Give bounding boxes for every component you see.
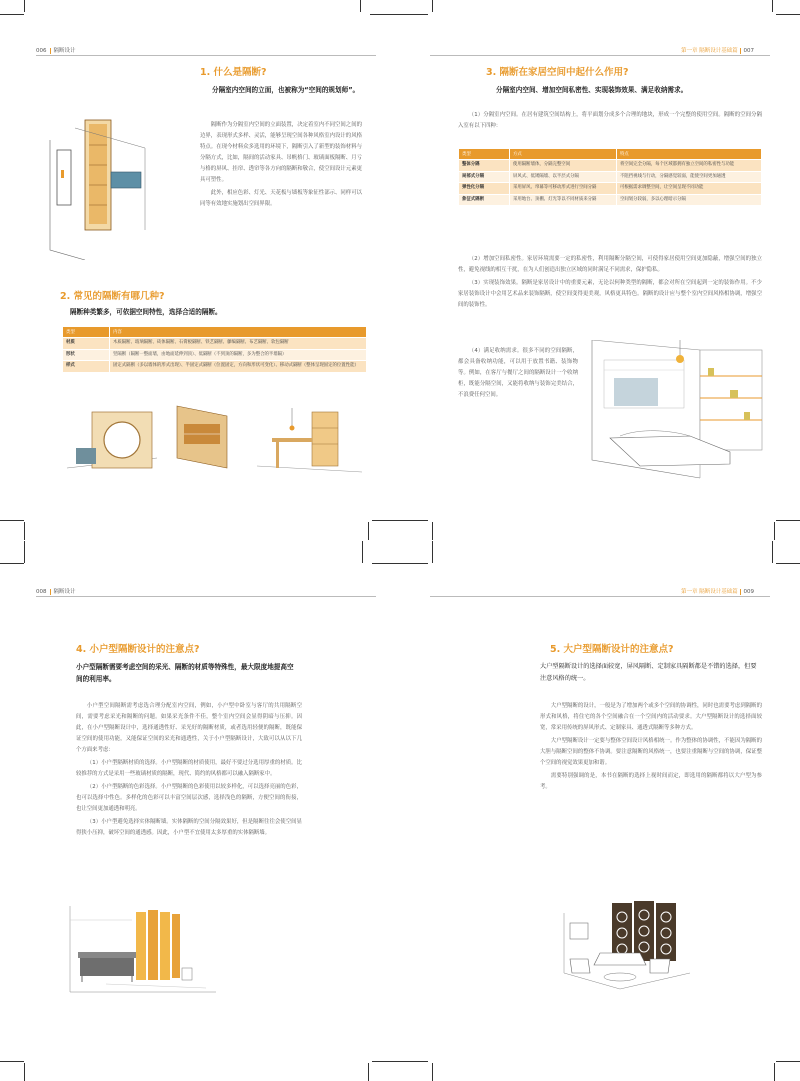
- crop-mark: [774, 522, 775, 540]
- recessed-cabinet: [177, 406, 227, 468]
- table-cell: 屏风式、低矮隔墙、以半层式分隔: [510, 171, 617, 183]
- crop-mark: [370, 14, 400, 15]
- section-3-title: 3. 隔断在家居空间中起什么作用?: [486, 67, 629, 78]
- crop-mark: [432, 0, 433, 12]
- section-2-lead: 隔断种类繁多，可依据空间特性，选择合适的隔断。: [70, 308, 222, 316]
- table-row: [63, 338, 367, 350]
- partition-examples-illustration: [62, 398, 372, 478]
- crop-mark: [400, 14, 428, 15]
- table-cell: 采用地台、顶棚、灯光等以不同材质来分隔: [510, 194, 617, 206]
- table-header: 类型: [63, 327, 110, 338]
- header-rule: [36, 596, 376, 597]
- paragraph: （1）分隔室内空间。在居有建筑空间结构上，将平面划分成多个合理的地块，形成一个完整的使用空间。隔断的空间分隔入室有以下四种：: [458, 112, 762, 129]
- table-cell: 竖隔断（隔断一整面墙，由地面延伸到顶）、低隔断（不到顶的隔断，多为整合的半墙隔）: [110, 349, 367, 361]
- crop-mark: [0, 520, 24, 521]
- header-rule: [430, 596, 770, 597]
- section-5-body: [540, 701, 762, 795]
- living-room-screen-partition-illustration: [550, 893, 700, 993]
- crop-mark: [432, 1063, 433, 1081]
- crop-mark: [776, 14, 800, 15]
- table-header-row: [459, 149, 762, 160]
- table-cell: 采用屏风、帘幕等可移动形式进行空间分隔: [510, 183, 617, 195]
- paragraph: 需要特别强调的是，本书在隔断的选择上视时间而定，即选用的隔断都将以大户型为参考。: [540, 773, 762, 790]
- header-title: 隔断设计基础篇: [699, 48, 738, 54]
- crop-mark: [362, 541, 363, 563]
- crop-mark: [774, 1063, 775, 1081]
- paragraph: （4）满足收纳需求。很多不同的空间隔断，都会具备收纳功能，可以用于放置书籍、装饰物等。例如，在客厅与餐厅之间的隔断设计一个收纳柜，既能分隔空间，又能将收纳与装饰完美结合，不浪费任何空间。: [458, 348, 578, 398]
- crop-mark: [0, 1061, 24, 1062]
- section-5-lead: 大户型隔断设计的选择面较宽，屏风隔断、定制家具隔断都是不错的选择，但要注意风格的统一。: [540, 663, 757, 682]
- section-4-body: [76, 701, 302, 841]
- crop-mark: [24, 1063, 25, 1081]
- header-rule: [430, 55, 770, 56]
- page-number: 008: [36, 589, 51, 595]
- table-cell: 不阻挡视线与行动，分隔感觉较弱，能使空间更加通透: [617, 171, 762, 183]
- header-title: 隔断设计基础篇: [699, 589, 738, 595]
- crop-mark: [372, 1061, 400, 1062]
- table-row: [459, 171, 762, 183]
- bedroom-shelf-partition-illustration: [580, 340, 780, 480]
- paragraph: （1）小户型隔断材质的选择。小户型隔断的材质使用，最好不要过分选用厚重的材质。比较推荐的方式是采用一些玻璃材质的隔断，现代、简约的风格都可以融入隔断家中。: [76, 760, 302, 777]
- crop-mark: [368, 522, 369, 540]
- table-row: [459, 160, 762, 172]
- section-5-title: 5. 大户型隔断设计的注意点?: [550, 644, 674, 655]
- section-3-intro: [458, 110, 762, 134]
- page-number: 007: [740, 48, 755, 54]
- lattice-screen: [612, 901, 676, 961]
- crop-mark: [372, 563, 400, 564]
- paragraph: 大户型隔断的设计，一般是为了增加两个或多个空间的协调性，同时也需要考虑到隔断的形式和风格，将住宅的各个空间融合在一个空间内的活动要求。大户型隔断设计的选择面较宽，常采用传统的屏风形式、定制家具、通透式隔断等多种方式。: [540, 703, 762, 731]
- page-006: [0, 0, 400, 540]
- table-cell: 固定式隔断（多以墙体的形式出现）、半固定式隔断（位置固定，方向和形状可变化）、移动式隔断（整体呈现固定的位置性能）: [110, 361, 367, 373]
- section-1-lead: 分隔室内空间的立面，也被称为“空间的规划师”。: [212, 86, 360, 94]
- section-1-title: 1. 什么是隔断?: [200, 67, 267, 78]
- crop-mark: [776, 520, 800, 521]
- table-row: [459, 183, 762, 195]
- page-009: [400, 541, 800, 1081]
- section-2-title: 2. 常见的隔断有哪几种?: [60, 291, 165, 302]
- crop-mark: [776, 1061, 800, 1062]
- table-row: [63, 349, 367, 361]
- table-cell: 形状: [63, 349, 110, 361]
- section-1-body: [200, 120, 362, 212]
- page-header: [36, 587, 76, 595]
- desk-shelf-partition: [257, 408, 362, 472]
- paragraph: 此外，相应色彩、灯光、天花板与墙板等象征性部示、同样可以同等有效地实施划出空间界限。: [200, 190, 362, 207]
- section-4-lead: 小户型隔断需要考虑空间的采光、隔断的材质等特殊性，最大限度地提高空间的利用率。: [76, 663, 294, 683]
- table-cell: 弹性化分隔: [459, 183, 510, 195]
- crop-mark: [432, 522, 433, 540]
- paragraph: 隔断作为分隔室内空间的立面装置，决定着室内不同空间之间的边界，表现形式多样、灵活，能够呈现空间各种风格室内设计的风格特点。在现今材料众多选用的环境下，隔断引入了新型的装饰材料与分隔方式，比如，隔间的活动家具、吊帆格门、玻璃面板隔断、月亏与格的屏风、挂帘、透帘等各方向的隔断和敬合，使空间设计元素更具可塑性。: [200, 122, 362, 183]
- crop-mark: [372, 520, 400, 521]
- crop-mark: [400, 1061, 428, 1062]
- table-cell: 整体分隔: [459, 160, 510, 172]
- paragraph: 大户型隔断设计一定要与整体空间设计风格相统一。作为整体的协调性，不能因为隔断的大胆与隔断空间的整体不协调。要注意隔断的风格统一，也要注重隔断与空间的协调，保证整个空间的视觉效果更加和谐。: [540, 738, 762, 766]
- table-row: [63, 361, 367, 373]
- section-3-body-b: [458, 346, 578, 403]
- crop-mark: [0, 14, 24, 15]
- table-header: 类型: [459, 149, 510, 160]
- crop-mark: [360, 0, 361, 12]
- chapter-label: 第一章: [680, 589, 698, 595]
- chapter-label: 第一章: [680, 48, 698, 54]
- paragraph: （2）小户型隔断的色彩选择。小户型隔断的色彩使用以较多样化，可以选择亮丽的色彩，也可以选择中性色。多样化的色彩可以丰富空间层次感，选择浅色的隔断，方便空间的衔接，也让空间更加通透和明亮。: [76, 784, 302, 812]
- crop-mark: [776, 563, 800, 564]
- sofa-folding-partition-illustration: [66, 906, 226, 996]
- crop-mark: [368, 1063, 369, 1081]
- table-cell: 样式: [63, 361, 110, 373]
- table-cell: 材质: [63, 338, 110, 350]
- page-007: [400, 0, 800, 540]
- crop-mark: [772, 0, 773, 12]
- crop-mark: [0, 563, 24, 564]
- table-header: 内容: [110, 327, 367, 338]
- header-title: 隔断设计: [53, 48, 76, 54]
- paragraph: （3）实现装饰效果。隔断是家居设计中的重要元素，无论以何种类型的隔断，都会对所在空间起到一定的装饰作用。不少家居装饰设计中会用艺术品来装饰隔断，使空间变得更美观，风格更具特色。隔断的设计应与整个室内空间风格相协调，增强空间的装饰性。: [458, 280, 762, 308]
- page-number: 009: [740, 589, 755, 595]
- crop-mark: [24, 0, 25, 12]
- table-cell: 将空间完全分隔，每个区域都拥有独立空间的私密性与功能: [617, 160, 762, 172]
- partition-illustration: [45, 110, 165, 260]
- page-header: [681, 587, 754, 595]
- crop-mark: [400, 563, 428, 564]
- section-4-title: 4. 小户型隔断设计的注意点?: [76, 644, 200, 655]
- section-3-body-a: [458, 254, 762, 313]
- table-row: [459, 194, 762, 206]
- table-cell: 局部式分隔: [459, 171, 510, 183]
- table-cell: 使用隔断墙体，分隔完整空间: [510, 160, 617, 172]
- crop-mark: [24, 522, 25, 540]
- table-cell: 可根据需求调整空间，让空间呈现不同功能: [617, 183, 762, 195]
- page-header: [681, 46, 754, 54]
- page-number: 006: [36, 48, 51, 54]
- division-methods-table: [458, 148, 762, 206]
- crop-mark: [432, 541, 433, 563]
- crop-mark: [400, 520, 428, 521]
- page-008: [0, 541, 400, 1081]
- section-3-lead: 分隔室内空间、增加空间私密性、实现装饰效果、满足收纳需求。: [496, 86, 688, 94]
- header-title: 隔断设计: [53, 589, 76, 595]
- table-cell: 空间划分较弱，多以心理暗示分隔: [617, 194, 762, 206]
- page-header: [36, 46, 76, 54]
- paragraph: （3）小户型避免选择实体隔断墙。实体隔断的空间分隔效果好，但是隔断往往会使空间显得狭小压抑，破坏空间的通透感。因此，小户型不宜使用太多厚重的实体隔断墙。: [76, 819, 302, 836]
- header-rule: [36, 55, 376, 56]
- table-header: 特点: [617, 149, 762, 160]
- crop-mark: [24, 541, 25, 563]
- table-cell: 象征式隔断: [459, 194, 510, 206]
- table-header: 方式: [510, 149, 617, 160]
- paragraph: 小户型空间隔断需考虑选合理分配室内空间，例如，小户型中卧室与客厅的共用隔断空间，需要考虑采光和隔断的问题。如果采光条件不佳，整个室内空间会显得阴暗与压抑。因此，在小户型隔断设计中，选择通透性好、采光好的隔断材质，或者选用轻便的隔断，既能保证空间的使用功能，又能保证空间的采光和通透性，关于小户型隔断设计，大致可以从以下几个方面来考虑：: [76, 703, 302, 753]
- moon-gate-partition: [67, 412, 157, 468]
- crop-mark: [772, 541, 773, 563]
- table-header-row: [63, 327, 367, 338]
- paragraph: （2）增加空间私密性。家居环境需要一定的私密性，利用隔断分隔空间，可使得家居使用空间更加隐蔽，增强空间的独立性，避免视线的相互干扰，在为人们创造出独立区域的同时满足不同需求，保护隐私。: [458, 256, 762, 273]
- table-cell: 木质隔断、玻璃隔断、砖体隔断、石膏板隔断、铁艺隔断、藤编隔断、布艺隔断、软包隔断: [110, 338, 367, 350]
- partition-types-table: [62, 326, 367, 373]
